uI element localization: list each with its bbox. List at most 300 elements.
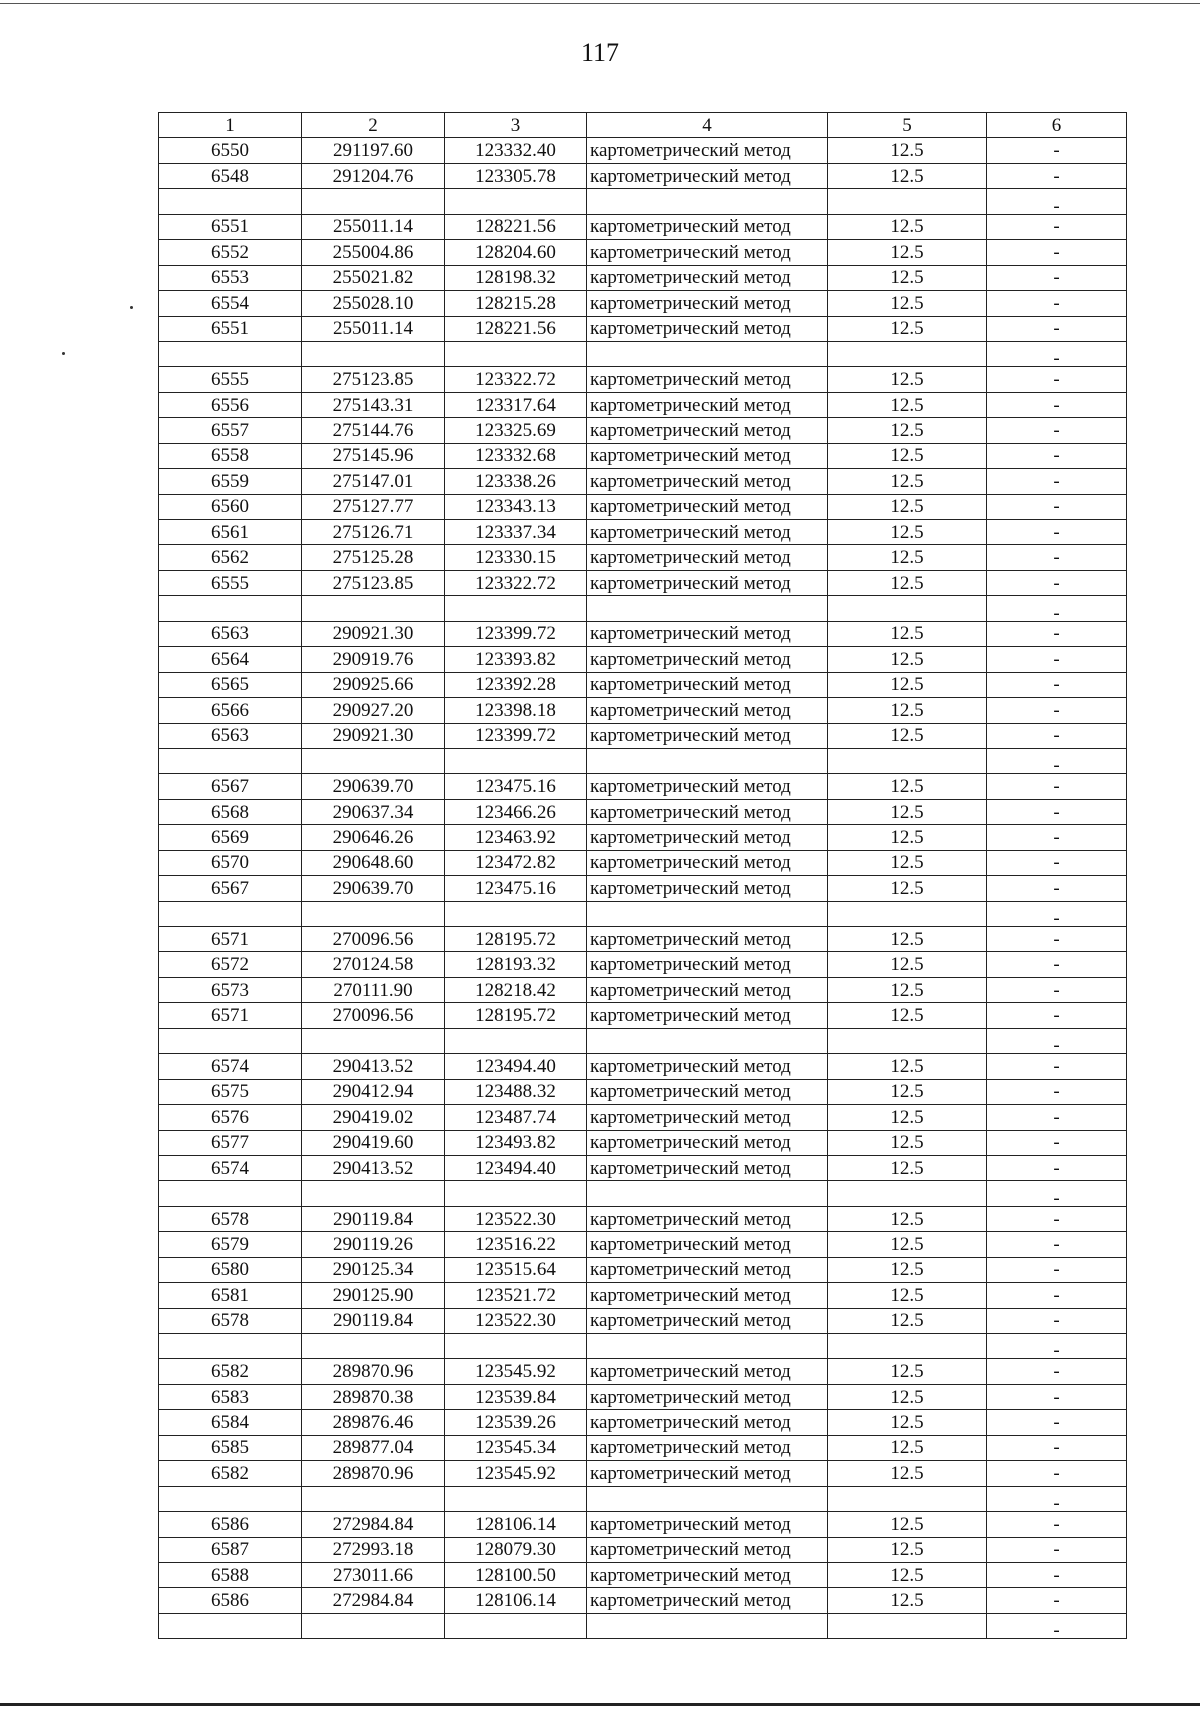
method-cell: картометрический метод	[587, 927, 828, 952]
point-number-cell: 6582	[159, 1359, 302, 1384]
x-coordinate-cell: 290639.70	[302, 774, 445, 799]
x-coordinate-cell: 290639.70	[302, 876, 445, 901]
empty-cell	[302, 341, 445, 366]
x-coordinate-cell: 290413.52	[302, 1054, 445, 1079]
x-coordinate-cell: 270096.56	[302, 1003, 445, 1028]
empty-cell	[828, 341, 987, 366]
method-cell: картометрический метод	[587, 520, 828, 545]
x-coordinate-cell: 289870.96	[302, 1359, 445, 1384]
note-cell: -	[987, 1206, 1127, 1231]
table-row	[159, 1359, 1127, 1384]
separator-row	[159, 596, 1127, 621]
x-coordinate-cell: 290412.94	[302, 1079, 445, 1104]
table-row	[159, 316, 1127, 341]
x-coordinate-cell: 290927.20	[302, 698, 445, 723]
x-coordinate-cell: 272993.18	[302, 1537, 445, 1562]
table-row	[159, 570, 1127, 595]
point-number-cell: 6565	[159, 672, 302, 697]
table-row	[159, 418, 1127, 443]
table-row	[159, 1562, 1127, 1587]
accuracy-cell: 12.5	[828, 698, 987, 723]
note-cell: -	[987, 1308, 1127, 1333]
accuracy-cell: 12.5	[828, 443, 987, 468]
table-row	[159, 1054, 1127, 1079]
empty-cell	[587, 1613, 828, 1638]
separator-row	[159, 341, 1127, 366]
note-cell: -	[987, 1079, 1127, 1104]
note-cell: -	[987, 265, 1127, 290]
method-cell: картометрический метод	[587, 1283, 828, 1308]
note-cell: -	[987, 1257, 1127, 1282]
note-cell: -	[987, 621, 1127, 646]
table-row	[159, 443, 1127, 468]
accuracy-cell: 12.5	[828, 927, 987, 952]
y-coordinate-cell: 123515.64	[445, 1257, 587, 1282]
x-coordinate-cell: 255028.10	[302, 291, 445, 316]
point-number-cell: 6567	[159, 876, 302, 901]
empty-cell	[159, 748, 302, 773]
empty-cell	[445, 341, 587, 366]
y-coordinate-cell: 123399.72	[445, 621, 587, 646]
x-coordinate-cell: 275143.31	[302, 392, 445, 417]
separator-dash-cell: -	[987, 901, 1127, 926]
note-cell: -	[987, 723, 1127, 748]
empty-cell	[302, 189, 445, 214]
y-coordinate-cell: 128195.72	[445, 927, 587, 952]
accuracy-cell: 12.5	[828, 723, 987, 748]
table-row	[159, 774, 1127, 799]
note-cell: -	[987, 1155, 1127, 1180]
y-coordinate-cell: 128106.14	[445, 1512, 587, 1537]
x-coordinate-cell: 289877.04	[302, 1435, 445, 1460]
y-coordinate-cell: 123472.82	[445, 850, 587, 875]
table-row	[159, 1410, 1127, 1435]
empty-cell	[159, 1486, 302, 1511]
note-cell: -	[987, 927, 1127, 952]
point-number-cell: 6554	[159, 291, 302, 316]
empty-cell	[445, 1613, 587, 1638]
empty-cell	[302, 1613, 445, 1638]
page-number: 117	[580, 38, 620, 67]
accuracy-cell: 12.5	[828, 418, 987, 443]
note-cell: -	[987, 469, 1127, 494]
empty-cell	[587, 1486, 828, 1511]
y-coordinate-cell: 123325.69	[445, 418, 587, 443]
accuracy-cell: 12.5	[828, 138, 987, 163]
table-row	[159, 520, 1127, 545]
coordinates-table	[158, 112, 1127, 1639]
point-number-cell: 6579	[159, 1232, 302, 1257]
y-coordinate-cell: 123343.13	[445, 494, 587, 519]
x-coordinate-cell: 290646.26	[302, 825, 445, 850]
x-coordinate-cell: 290921.30	[302, 621, 445, 646]
point-number-cell: 6552	[159, 240, 302, 265]
scan-top-edge-line	[0, 3, 1200, 4]
note-cell: -	[987, 952, 1127, 977]
separator-dash-cell: -	[987, 748, 1127, 773]
empty-cell	[445, 1181, 587, 1206]
separator-row	[159, 1028, 1127, 1053]
empty-cell	[159, 1028, 302, 1053]
note-cell: -	[987, 1512, 1127, 1537]
method-cell: картометрический метод	[587, 367, 828, 392]
y-coordinate-cell: 123494.40	[445, 1054, 587, 1079]
accuracy-cell: 12.5	[828, 1461, 987, 1486]
point-number-cell: 6572	[159, 952, 302, 977]
y-coordinate-cell: 123522.30	[445, 1206, 587, 1231]
empty-cell	[302, 1028, 445, 1053]
accuracy-cell: 12.5	[828, 1232, 987, 1257]
method-cell: картометрический метод	[587, 1435, 828, 1460]
method-cell: картометрический метод	[587, 621, 828, 646]
separator-dash-cell: -	[987, 1613, 1127, 1638]
point-number-cell: 6563	[159, 723, 302, 748]
method-cell: картометрический метод	[587, 1003, 828, 1028]
method-cell: картометрический метод	[587, 1410, 828, 1435]
y-coordinate-cell: 123398.18	[445, 698, 587, 723]
method-cell: картометрический метод	[587, 1155, 828, 1180]
empty-cell	[159, 1613, 302, 1638]
point-number-cell: 6578	[159, 1206, 302, 1231]
x-coordinate-cell: 290119.84	[302, 1308, 445, 1333]
note-cell: -	[987, 418, 1127, 443]
table-row	[159, 1283, 1127, 1308]
separator-row	[159, 1613, 1127, 1638]
method-cell: картометрический метод	[587, 723, 828, 748]
method-cell: картометрический метод	[587, 672, 828, 697]
method-cell: картометрический метод	[587, 392, 828, 417]
y-coordinate-cell: 128195.72	[445, 1003, 587, 1028]
x-coordinate-cell: 289870.38	[302, 1384, 445, 1409]
method-cell: картометрический метод	[587, 443, 828, 468]
y-coordinate-cell: 123338.26	[445, 469, 587, 494]
table-row	[159, 672, 1127, 697]
y-coordinate-cell: 128106.14	[445, 1588, 587, 1613]
method-cell: картометрический метод	[587, 163, 828, 188]
x-coordinate-cell: 275123.85	[302, 570, 445, 595]
empty-cell	[587, 1028, 828, 1053]
note-cell: -	[987, 1461, 1127, 1486]
method-cell: картометрический метод	[587, 469, 828, 494]
point-number-cell: 6577	[159, 1130, 302, 1155]
accuracy-cell: 12.5	[828, 1054, 987, 1079]
accuracy-cell: 12.5	[828, 876, 987, 901]
accuracy-cell: 12.5	[828, 291, 987, 316]
point-number-cell: 6553	[159, 265, 302, 290]
method-cell: картометрический метод	[587, 1512, 828, 1537]
point-number-cell: 6561	[159, 520, 302, 545]
empty-cell	[159, 189, 302, 214]
point-number-cell: 6555	[159, 570, 302, 595]
x-coordinate-cell: 290919.76	[302, 647, 445, 672]
y-coordinate-cell: 128218.42	[445, 977, 587, 1002]
y-coordinate-cell: 128198.32	[445, 265, 587, 290]
y-coordinate-cell: 128079.30	[445, 1537, 587, 1562]
separator-dash-cell: -	[987, 1028, 1127, 1053]
point-number-cell: 6560	[159, 494, 302, 519]
point-number-cell: 6585	[159, 1435, 302, 1460]
table-row	[159, 1003, 1127, 1028]
accuracy-cell: 12.5	[828, 1003, 987, 1028]
x-coordinate-cell: 275123.85	[302, 367, 445, 392]
point-number-cell: 6550	[159, 138, 302, 163]
column-header: 5	[828, 113, 987, 138]
table-row	[159, 1155, 1127, 1180]
method-cell: картометрический метод	[587, 1130, 828, 1155]
method-cell: картометрический метод	[587, 1384, 828, 1409]
x-coordinate-cell: 290119.26	[302, 1232, 445, 1257]
column-header: 2	[302, 113, 445, 138]
empty-cell	[159, 1334, 302, 1359]
point-number-cell: 6586	[159, 1512, 302, 1537]
empty-cell	[587, 1334, 828, 1359]
table-row	[159, 1232, 1127, 1257]
table-row	[159, 1206, 1127, 1231]
table-row	[159, 876, 1127, 901]
method-cell: картометрический метод	[587, 876, 828, 901]
y-coordinate-cell: 123322.72	[445, 570, 587, 595]
separator-dash-cell: -	[987, 1486, 1127, 1511]
point-number-cell: 6564	[159, 647, 302, 672]
empty-cell	[828, 748, 987, 773]
empty-cell	[828, 1486, 987, 1511]
empty-cell	[587, 1181, 828, 1206]
separator-row	[159, 748, 1127, 773]
point-number-cell: 6582	[159, 1461, 302, 1486]
y-coordinate-cell: 123539.84	[445, 1384, 587, 1409]
point-number-cell: 6578	[159, 1308, 302, 1333]
empty-cell	[302, 1181, 445, 1206]
y-coordinate-cell: 123322.72	[445, 367, 587, 392]
note-cell: -	[987, 138, 1127, 163]
y-coordinate-cell: 123494.40	[445, 1155, 587, 1180]
table-row	[159, 1537, 1127, 1562]
empty-cell	[159, 1181, 302, 1206]
table-row	[159, 1512, 1127, 1537]
separator-row	[159, 1334, 1127, 1359]
point-number-cell: 6581	[159, 1283, 302, 1308]
empty-cell	[159, 596, 302, 621]
accuracy-cell: 12.5	[828, 545, 987, 570]
method-cell: картометрический метод	[587, 1359, 828, 1384]
empty-cell	[828, 1334, 987, 1359]
table-row	[159, 1079, 1127, 1104]
empty-cell	[302, 901, 445, 926]
accuracy-cell: 12.5	[828, 1588, 987, 1613]
empty-cell	[445, 1486, 587, 1511]
separator-row	[159, 189, 1127, 214]
accuracy-cell: 12.5	[828, 265, 987, 290]
table-body	[159, 138, 1127, 1639]
separator-dash-cell: -	[987, 189, 1127, 214]
table-row	[159, 163, 1127, 188]
note-cell: -	[987, 240, 1127, 265]
method-cell: картометрический метод	[587, 138, 828, 163]
empty-cell	[587, 748, 828, 773]
point-number-cell: 6574	[159, 1054, 302, 1079]
note-cell: -	[987, 392, 1127, 417]
empty-cell	[828, 596, 987, 621]
note-cell: -	[987, 1562, 1127, 1587]
y-coordinate-cell: 128100.50	[445, 1562, 587, 1587]
separator-dash-cell: -	[987, 341, 1127, 366]
scan-speck	[130, 306, 133, 309]
accuracy-cell: 12.5	[828, 1562, 987, 1587]
x-coordinate-cell: 291197.60	[302, 138, 445, 163]
x-coordinate-cell: 255004.86	[302, 240, 445, 265]
empty-cell	[828, 1028, 987, 1053]
table-row	[159, 265, 1127, 290]
accuracy-cell: 12.5	[828, 214, 987, 239]
note-cell: -	[987, 367, 1127, 392]
accuracy-cell: 12.5	[828, 825, 987, 850]
table-row	[159, 698, 1127, 723]
x-coordinate-cell: 275145.96	[302, 443, 445, 468]
point-number-cell: 6562	[159, 545, 302, 570]
separator-row	[159, 1181, 1127, 1206]
accuracy-cell: 12.5	[828, 672, 987, 697]
y-coordinate-cell: 123463.92	[445, 825, 587, 850]
point-number-cell: 6583	[159, 1384, 302, 1409]
note-cell: -	[987, 1435, 1127, 1460]
table-row	[159, 1257, 1127, 1282]
point-number-cell: 6580	[159, 1257, 302, 1282]
x-coordinate-cell: 290925.66	[302, 672, 445, 697]
y-coordinate-cell: 123317.64	[445, 392, 587, 417]
note-cell: -	[987, 163, 1127, 188]
accuracy-cell: 12.5	[828, 621, 987, 646]
empty-cell	[445, 901, 587, 926]
table-row	[159, 621, 1127, 646]
method-cell: картометрический метод	[587, 291, 828, 316]
empty-cell	[302, 1486, 445, 1511]
point-number-cell: 6557	[159, 418, 302, 443]
point-number-cell: 6559	[159, 469, 302, 494]
accuracy-cell: 12.5	[828, 240, 987, 265]
x-coordinate-cell: 270124.58	[302, 952, 445, 977]
y-coordinate-cell: 128215.28	[445, 291, 587, 316]
table-row	[159, 138, 1127, 163]
accuracy-cell: 12.5	[828, 1283, 987, 1308]
y-coordinate-cell: 123488.32	[445, 1079, 587, 1104]
x-coordinate-cell: 290419.02	[302, 1105, 445, 1130]
x-coordinate-cell: 255011.14	[302, 316, 445, 341]
note-cell: -	[987, 825, 1127, 850]
note-cell: -	[987, 1410, 1127, 1435]
x-coordinate-cell: 291204.76	[302, 163, 445, 188]
accuracy-cell: 12.5	[828, 1105, 987, 1130]
table-row	[159, 1130, 1127, 1155]
y-coordinate-cell: 123330.15	[445, 545, 587, 570]
method-cell: картометрический метод	[587, 1562, 828, 1587]
empty-cell	[445, 748, 587, 773]
column-header: 3	[445, 113, 587, 138]
table-row	[159, 952, 1127, 977]
scan-bottom-edge-line	[0, 1703, 1200, 1706]
note-cell: -	[987, 1232, 1127, 1257]
method-cell: картометрический метод	[587, 214, 828, 239]
method-cell: картометрический метод	[587, 570, 828, 595]
empty-cell	[828, 901, 987, 926]
x-coordinate-cell: 290125.90	[302, 1283, 445, 1308]
x-coordinate-cell: 290648.60	[302, 850, 445, 875]
empty-cell	[302, 748, 445, 773]
point-number-cell: 6555	[159, 367, 302, 392]
y-coordinate-cell: 123475.16	[445, 774, 587, 799]
method-cell: картометрический метод	[587, 850, 828, 875]
accuracy-cell: 12.5	[828, 952, 987, 977]
table-row	[159, 927, 1127, 952]
accuracy-cell: 12.5	[828, 1435, 987, 1460]
empty-cell	[302, 596, 445, 621]
note-cell: -	[987, 1588, 1127, 1613]
note-cell: -	[987, 647, 1127, 672]
accuracy-cell: 12.5	[828, 1206, 987, 1231]
y-coordinate-cell: 123545.92	[445, 1461, 587, 1486]
accuracy-cell: 12.5	[828, 1130, 987, 1155]
note-cell: -	[987, 520, 1127, 545]
point-number-cell: 6569	[159, 825, 302, 850]
accuracy-cell: 12.5	[828, 850, 987, 875]
accuracy-cell: 12.5	[828, 494, 987, 519]
table-row	[159, 214, 1127, 239]
x-coordinate-cell: 290637.34	[302, 799, 445, 824]
note-cell: -	[987, 1384, 1127, 1409]
y-coordinate-cell: 123521.72	[445, 1283, 587, 1308]
point-number-cell: 6587	[159, 1537, 302, 1562]
y-coordinate-cell: 123545.92	[445, 1359, 587, 1384]
note-cell: -	[987, 672, 1127, 697]
table-row	[159, 367, 1127, 392]
point-number-cell: 6584	[159, 1410, 302, 1435]
note-cell: -	[987, 774, 1127, 799]
table-row	[159, 799, 1127, 824]
table-row	[159, 977, 1127, 1002]
table-row	[159, 494, 1127, 519]
point-number-cell: 6566	[159, 698, 302, 723]
empty-cell	[587, 596, 828, 621]
note-cell: -	[987, 494, 1127, 519]
x-coordinate-cell: 270111.90	[302, 977, 445, 1002]
method-cell: картометрический метод	[587, 1105, 828, 1130]
accuracy-cell: 12.5	[828, 774, 987, 799]
separator-dash-cell: -	[987, 1181, 1127, 1206]
empty-cell	[445, 1028, 587, 1053]
method-cell: картометрический метод	[587, 825, 828, 850]
y-coordinate-cell: 123545.34	[445, 1435, 587, 1460]
note-cell: -	[987, 291, 1127, 316]
note-cell: -	[987, 1130, 1127, 1155]
method-cell: картометрический метод	[587, 545, 828, 570]
y-coordinate-cell: 123487.74	[445, 1105, 587, 1130]
y-coordinate-cell: 123466.26	[445, 799, 587, 824]
scan-speck	[62, 352, 65, 355]
method-cell: картометрический метод	[587, 1308, 828, 1333]
empty-cell	[445, 189, 587, 214]
x-coordinate-cell: 290413.52	[302, 1155, 445, 1180]
point-number-cell: 6571	[159, 927, 302, 952]
empty-cell	[445, 596, 587, 621]
point-number-cell: 6575	[159, 1079, 302, 1104]
table-row	[159, 1588, 1127, 1613]
method-cell: картометрический метод	[587, 1206, 828, 1231]
column-header: 1	[159, 113, 302, 138]
x-coordinate-cell: 275144.76	[302, 418, 445, 443]
accuracy-cell: 12.5	[828, 367, 987, 392]
x-coordinate-cell: 275125.28	[302, 545, 445, 570]
empty-cell	[302, 1334, 445, 1359]
y-coordinate-cell: 123516.22	[445, 1232, 587, 1257]
